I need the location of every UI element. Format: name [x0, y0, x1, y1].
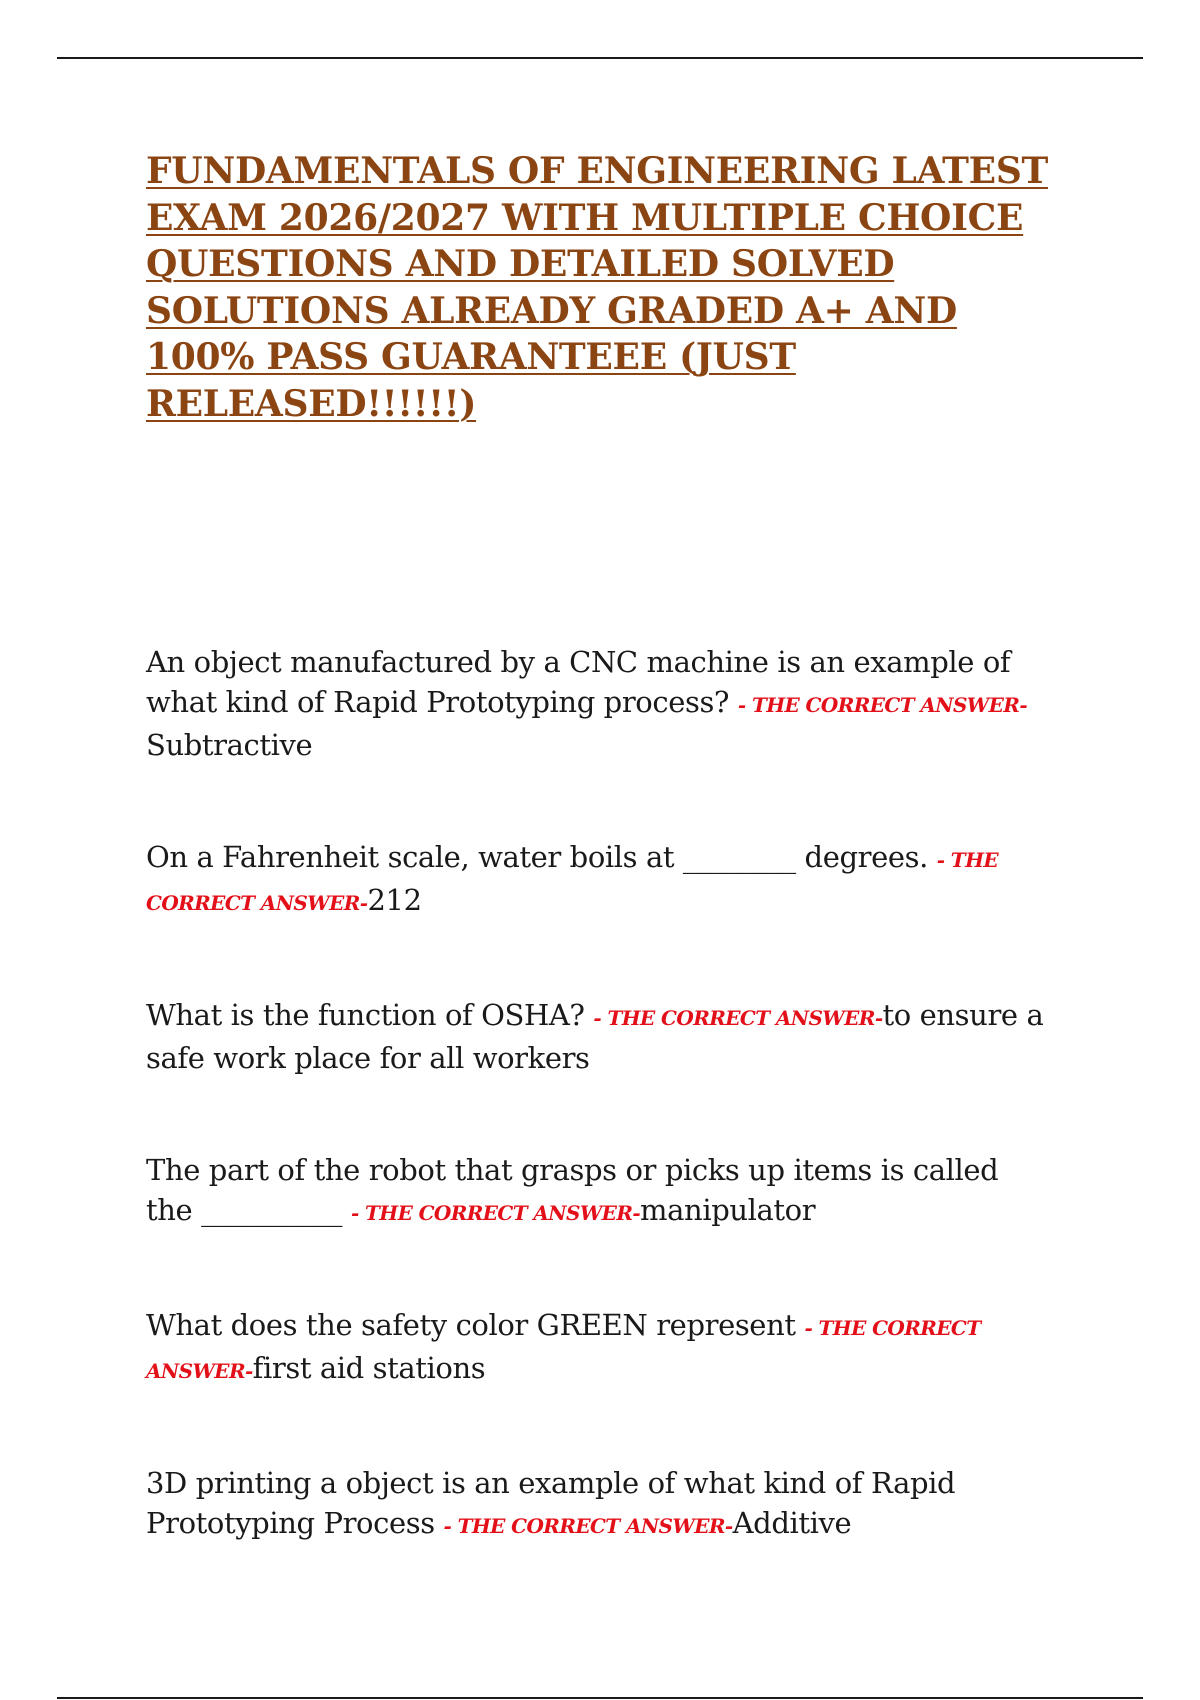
question-text: 3D printing a object is an example of what kind of Rapid Prototyping Process — [146, 1466, 956, 1540]
answer-text: to ensure a safe work place for all workers — [146, 998, 1044, 1075]
answer-text: manipulator — [640, 1193, 816, 1227]
question-text: An object manufactured by a CNC machine is an example of what kind of Rapid Prototyping process? — [146, 645, 1011, 719]
answer-marker: - THE CORRECT ANSWER- — [737, 693, 1028, 717]
question-item-3 — [146, 995, 1046, 1078]
top-divider — [57, 57, 1143, 59]
question-item-2 — [146, 837, 1046, 923]
question-text: What is the function of OSHA? — [146, 998, 594, 1032]
answer-marker: - THE CORRECT ANSWER- — [350, 1201, 641, 1225]
question-text: The part of the robot that grasps or picks up items is called the __________ — [146, 1153, 999, 1227]
question-item-4 — [146, 1150, 1046, 1233]
answer-marker: - THE CORRECT ANSWER- — [593, 1006, 883, 1030]
question-text: On a Fahrenheit scale, water boils at ________ degrees. — [146, 840, 937, 874]
question-item-1 — [146, 642, 1046, 765]
question-text: What does the safety color GREEN represent — [146, 1308, 805, 1342]
document-title: FUNDAMENTALS OF ENGINEERING LATEST EXAM 2026/2027 WITH MULTIPLE CHOICE QUESTIONS AND DETAILED SOLVED SOLUTIONS ALREADY GRADED A+ AND 100% PASS GUARANTEEE (JUST RELEASED!!!!!!) — [146, 150, 1048, 425]
question-item-6 — [146, 1463, 1046, 1546]
answer-marker: - THE CORRECT ANSWER- — [146, 1316, 981, 1383]
answer-text: Subtractive — [146, 728, 313, 762]
bottom-divider — [57, 1697, 1143, 1699]
answer-marker: - THE CORRECT ANSWER- — [443, 1514, 733, 1538]
answer-text: 212 — [367, 883, 422, 917]
question-list — [146, 642, 1046, 1618]
answer-text: Additive — [732, 1506, 852, 1540]
answer-text: first aid stations — [252, 1351, 486, 1385]
answer-marker: - THE CORRECT ANSWER- — [146, 848, 999, 915]
question-item-5 — [146, 1305, 1046, 1391]
